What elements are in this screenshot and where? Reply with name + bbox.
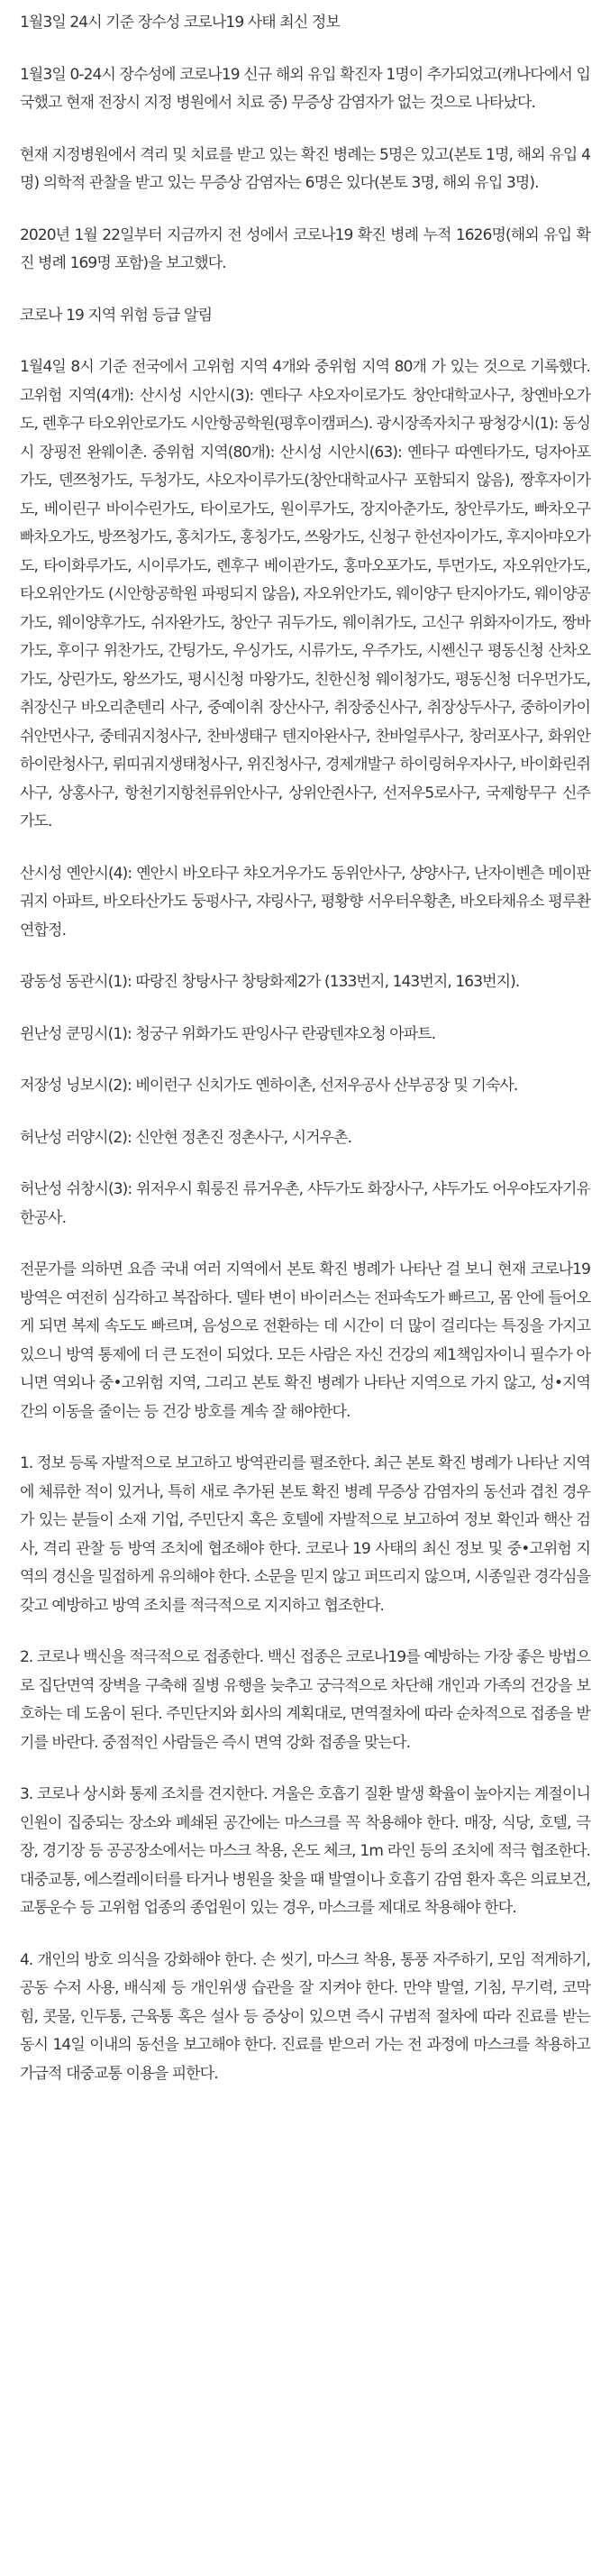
shaanxi-yanan-paragraph: 산시성 옌안시(4): 옌안시 바오타구 챠오거우가도 동위안사구, 샹양사구, 난자이벤츤 메이판궈지 아파트, 바오타산가도 둥펑사구, 쟈링사구, 평황향 서우터우황촌, 바오타채유소 평루촨연합정. [20,864,590,940]
article-title: 1월3일 24시 기준 장수성 코로나19 사태 최신 정보 [20,14,340,32]
yunnan-paragraph: 윈난성 쿤밍시(1): 청궁구 위화가도 판잉사구 란광텐쟈오청 아파트. [20,1024,436,1043]
zhejiang-paragraph: 저장성 닝보시(2): 베이런구 신치가도 옌하이촌, 선저우공사 산부공장 및 기숙사. [20,1077,518,1095]
guideline-item-4: 4. 개인의 방호 의식을 강화해야 한다. 손 씻기, 마스크 착용, 통풍 자주하기, 모임 적게하기, 공동 수저 사용, 배식제 등 개인위생 습관을 잘 지켜야 한다. 만약 발열, 기침, 무기력, 코막힘, 콧물, 인두통, 근육통 혹은 설사 등 증상이 있으면 즉시 규범적 절차에 따라 진료를 받는 동시 14일 이내의 동선을 보고해야 한다. 진료를 받으러 가는 전 과정에 마스크를 착용하고 가급적 대중교통 이용을 피한다. [20,1950,590,2083]
status-paragraph: 현재 지정병원에서 격리 및 치료를 받고 있는 확진 병례는 5명은 있고(본토 1명, 해외 유입 4명) 의학적 관찰을 받고 있는 무증상 감염자는 6명은 있다(본토 3명, 해외 유입 3명). [20,145,590,192]
guideline-item-3: 3. 코로나 상시화 통제 조치를 견지한다. 겨울은 호흡기 질환 발생 확율이 높아지는 계절이니 인원이 집중되는 장소와 폐쇄된 공간에는 마스크를 꼭 착용해야 한다. 매장, 식당, 호텔, 극장, 경기장 등 공공장소에서는 마스크 착용, 온도 체크, 1m 라인 등의 조치에 적극 협조한다. 대중교통, 에스컬레이터를 타거나 병원을 찾을 때 발열이나 호흡기 감염 환자 혹은 의료보건, 교통운수 등 고위험 업종의 종업원이 있는 경우, 마스크를 제대로 착용해야 한다. [20,1785,590,1917]
guideline-item-1: 1. 정보 등록 자발적으로 보고하고 방역관리를 펼조한다. 최근 본토 확진 병례가 나타난 지역에 체류한 적이 있거나, 특히 새로 추가된 본토 확진 병례 무증상 감염자의 동선과 겹친 경우가 있는 분들이 소재 기업, 주민단지 혹은 호텔에 자발적으로 보고하여 정보 확인과 핵산 검사, 격리 관찰 등 방역 조치에 협조해야 한다. 코로나 19 사태의 최신 정보 및 중•고위험 지역의 경신을 밀접하게 유의해야 한다. 소문을 믿지 않고 퍼뜨리지 않으며, 시종일관 경각심을 갖고 예방하고 방역 조치를 적극적으로 지지하고 협조한다. [20,1454,590,1615]
summary-paragraph: 1월3일 0-24시 장수성에 코로나19 신규 해외 유입 확진자 1명이 추가되었고(캐나다에서 입국했고 현재 전장시 지정 병원에서 치료 중) 무증상 감염자가 없는 것으로 나타났다. [20,65,590,112]
expert-view-paragraph: 전문가를 의하면 요즘 국내 여러 지역에서 본토 확진 병례가 나타난 걸 보니 현재 코로나19 방역은 여전히 심각하고 복잡하다. 델타 변이 바이러스는 전파속도가 빠르고, 몸 안에 들어오게 되면 복제 속도도 빠르며, 음성으로 전환하는 데 시간이 더 많이 걸리다는 특징을 가지고 있으니 방역 통제에 더 큰 도전이 되었다. 모든 사람은 자신 건강의 제1책임자이니 필수가 아니면 역외나 중•고위험 지역, 그리고 본토 확진 병례가 나타난 지역으로 가지 않고, 성•지역 간의 이동을 줄이는 등 건강 방호를 계속 잘 해야한다. [20,1260,590,1421]
notice-heading: 코로나 19 지역 위험 등급 알림 [20,306,213,325]
cumulative-paragraph: 2020년 1월 22일부터 지금까지 전 성에서 코로나19 확진 병례 누적 1626명(해외 유입 확진 병례 169명 포함)을 보고했다. [20,225,590,272]
risk-areas-paragraph: 1월4일 8시 기준 전국에서 고위험 지역 4개와 중위험 지역 80개 가 있는 것으로 기록했다. 고위험 지역(4개): 산시성 시안시(3): 옌타구 샤오자이로가도 창안대학교사구, 창옌바오가도, 렌후구 타오위안로가도 시안항공학원(평후이캠퍼스). 광시장족자치구 팡청강시(1): 동싱시 장핑전 완웨이촌. 중위험 지역(80개): 산시성 시안시(63): 옌타구 따옌타가도, 덩자아포가도, 덴쯔청가도, 두청가도, 샤오자이루가도(창안대학교사구 포함되지 않음), 짱후자이가도, 베이린구 바이수린가도, 타이로가도, 원이루가도, 장지아춘가도, 창안루가도, 빠차오구 빠차오가도, 방쯔청가도, 홍치가도, 홍칭가도, 쓰왕가도, 신청구 한선자이가도, 후지아먀오가도, 타이화루가도, 시이루가도, 롄후구 베이관가도, 홍마오포가도, 투먼가도, 자오위안가도, 타오위안가도 (시안항공학원 파펑되지 않음), 자오위안가도, 웨이양구 탄지아가도, 웨이양공가도, 웨이양후가도, 쉬자완가도, 창안구 궈두가도, 웨이취가도, 고신구 위화자이가도, 짱바가도, 후이구 위찬가도, 간팅가도, 우싱가도, 시류가도, 우주가도, 시쎈신구 평동신청 산차오가도, 상린가도, 왕쓰가도, 평시신청 마왕가도, 친한신청 웨이청가도, 평동신청 더우먼가도, 취장신구 바오리춘텐리 사구, 중예이취 장산사구, 취장중신사구, 취장상두사구, 중하이카이쉬안먼사구, 중테궈지청사구, 찬바생태구 텐지아완사구, 찬바얼루사구, 창러포사구, 화위안하이란청사구, 뤼띠궈지생태청사구, 위진청사구, 경제개발구 하이링허우자사구, 바이화린쥐사구, 상홍사구, 항천기지항천류위안사구, 상위안쥔사구, 선저우5로사구, 국제항무구 신주가도. [20,358,590,830]
guangdong-paragraph: 광동성 동관시(1): 따랑진 창탕사구 창탕화제2가 (133번지, 143번지, 163번지). [20,973,520,991]
henan-luoyang-paragraph: 허난성 러양시(2): 신안현 정촌진 정촌사구, 시거우촌. [20,1128,352,1147]
henan-xuchang-paragraph: 허난성 쉬창시(3): 위저우시 훠룽진 류거우촌, 샤두가도 화장사구, 샤두가도 어우야도자기유한공사. [20,1180,590,1227]
guideline-item-2: 2. 코로나 백신을 적극적으로 접종한다. 백신 접종은 코로나19를 예방하는 가장 좋은 방법으로 집단면역 장벽을 구축해 질병 유행을 늦추고 궁극적으로 차단해 개인과 가족의 건강을 보호하는 데 도움이 된다. 주민단지와 회사의 계획대로, 면역절차에 따라 순차적으로 접종을 받기를 바란다. 중점적인 사람들은 즉시 면역 강화 접종을 맞는다. [20,1648,590,1752]
